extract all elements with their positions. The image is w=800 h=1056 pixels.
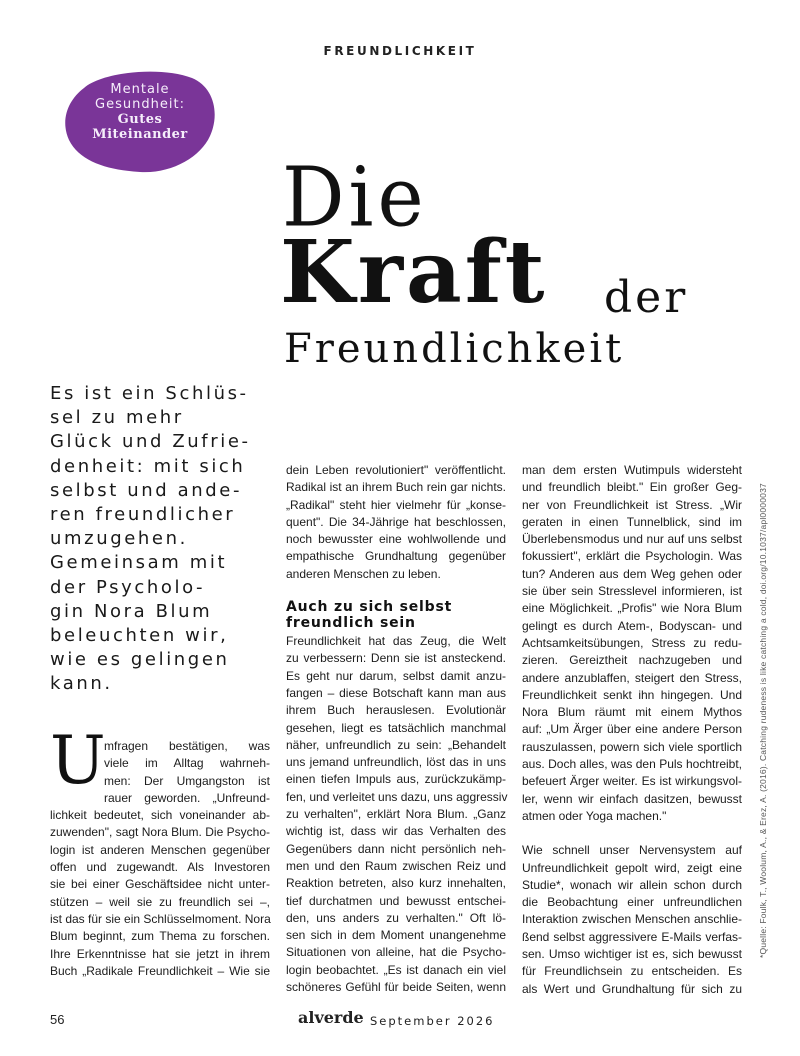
body-line: uns jemand unfreundlich, löst das in uns <box>286 755 506 770</box>
title-der: der <box>604 272 689 323</box>
body-line: login beobachtet. „Es ist danach ein viel <box>286 962 506 977</box>
body-line: ner von Freundlichkeit ist Stress. „Wir <box>522 497 742 512</box>
body-line: schöneres Gefühl für beide Seiten, wenn <box>286 980 506 995</box>
body-line: fen, und verleitet uns dazu, uns aggressiv <box>286 789 508 804</box>
body-line: auf: „Um Ärger über eine andere Person <box>522 722 742 737</box>
body-line: sen. Umso wichtiger ist es, sich bewusst <box>522 947 742 962</box>
body-line: ihrem Buch herauslesen. Evolutionär <box>286 703 506 718</box>
title-die: Die <box>282 150 428 246</box>
intro-line: ren freundlicher <box>50 504 236 526</box>
body-line: Studie*, wonach wir allein schon durch <box>522 877 742 892</box>
body-line: noch bewusster eine wohlwollende und <box>286 532 506 547</box>
body-line: men: Der Umgangston ist <box>104 773 270 788</box>
badge-line-1: Mentale <box>110 82 170 97</box>
subheading <box>286 599 506 631</box>
body-line: Ihre Erkenntnisse hat sie jetzt in ihrem <box>50 946 270 961</box>
body-line: fokussiert", erklärt die Psychologin. Was <box>522 549 742 564</box>
body-line: stützen – weil sie zu freundlich sei –, <box>50 894 270 909</box>
body-line: sie bei einer Geschäftsidee nicht unter- <box>50 877 270 892</box>
badge-line-3: Gutes <box>117 112 163 127</box>
intro-line: Es ist ein Schlüs- <box>50 383 249 404</box>
intro-line: gin Nora Blum <box>50 600 213 622</box>
body-line: andere anzublaffen, steigert den Stress, <box>522 670 742 685</box>
body-line: Situationen von alleine, hat die Psycho- <box>286 945 506 960</box>
body-column-3 <box>522 462 742 998</box>
body-line: sen sich in dem Moment unangenehme <box>286 928 506 943</box>
intro-line: kann. <box>50 673 113 695</box>
intro-line: selbst und ande- <box>50 479 243 501</box>
body-line: ler, wenn wir einfach dasitzen, bewusst <box>522 791 742 806</box>
body-line: ist das für sie ein Schlüsselmoment. Nora <box>50 911 271 926</box>
body-line: empathische Grundhaltung gegenüber <box>286 549 506 564</box>
body-line: und freundlich bleibt." Ein großer Geg- <box>522 480 742 495</box>
subheading-line-2: freundlich sein <box>286 615 416 632</box>
body-line: rauszulassen, powern sich viele sportlich <box>522 739 742 754</box>
body-line: Es geht nur darum, selbst damit anzu- <box>286 668 506 683</box>
intro-lead <box>50 382 250 697</box>
body-line: zuwenden", sagt Nora Blum. Die Psycho- <box>50 825 270 840</box>
badge-line-2: Gesundheit: <box>95 97 185 112</box>
body-line: login ist anderen Menschen gegenüber <box>50 842 270 857</box>
body-line: sie über sein Stresslevel informieren, ist <box>522 584 742 599</box>
body-line: ßend selbst aggressivere E-Mails verfas- <box>522 929 742 944</box>
title-freundlichkeit: Freundlichkeit <box>284 326 625 372</box>
body-line: den, uns anders zu verhalten." Oft lö- <box>286 910 506 925</box>
body-line: man dem ersten Wutimpuls widersteht <box>522 463 742 477</box>
body-line: gelingt es durch Atem-, Bodyscan- und <box>522 618 742 633</box>
magazine-logo: alverde <box>298 1008 364 1027</box>
intro-line: Gemeinsam mit <box>50 552 228 574</box>
body-line: zieren. Gereiztheit nachzugeben und <box>522 653 742 668</box>
body-line: als Wert und Grundhaltung für sich zu <box>522 981 742 996</box>
body-line: rauer geworden. „Unfreund- <box>104 790 270 805</box>
subheading-line-1: Auch zu sich selbst <box>286 599 453 616</box>
body-line: wichtig ist, dass wir das Verhalten des <box>286 824 506 839</box>
body-line: Interaktion zwischen Menschen anschlie- <box>522 912 742 927</box>
body-line: Buch „Radikale Freundlichkeit – Wie sie <box>50 963 270 978</box>
topic-badge <box>64 70 216 174</box>
body-line: aus. Doch alles, was den Puls hochtreibt, <box>522 757 742 772</box>
page-number: 56 <box>50 1012 65 1027</box>
body-line: atmen oder Yoga machen." <box>522 808 667 823</box>
body-line: für Freundlichsein zu entscheiden. Es <box>522 964 742 979</box>
body-line: viele im Alltag wahrneh- <box>104 756 270 771</box>
body-line: dein Leben revolutioniert" veröffentlicht. <box>286 463 506 477</box>
body-line: zu verhalten", erklärt Nora Blum. „Ganz <box>286 807 506 822</box>
intro-line: Glück und Zufrie- <box>50 431 251 453</box>
body-line: mfragen bestätigen, was <box>104 739 270 753</box>
body-line: quent". Die 34-Jährige hat beschlossen, <box>286 514 506 529</box>
body-column-2 <box>286 462 506 996</box>
intro-line: wie es gelingen <box>50 649 230 671</box>
body-line: näher, unfreundlich zu sein: „Behandelt <box>286 737 506 752</box>
body-line: geraten in einen Tunnelblick, sind im <box>522 514 742 529</box>
body-line: eine Möglichkeit. „Profis" wie Nora Blum <box>522 601 742 616</box>
body-line: befeuert Ärger weiter. Es ist wirkungsvol- <box>522 774 742 789</box>
body-line: lichkeit bedeutet, sich voneinander ab- <box>50 808 270 823</box>
intro-line: denheit: mit sich <box>50 455 246 477</box>
intro-line: umzugehen. <box>50 528 188 550</box>
body-line: fangen – diese Botschaft kann man aus <box>286 685 506 700</box>
title-kraft: Kraft <box>280 222 548 323</box>
body-line: Reaktion betreten, also kurz innehalten, <box>286 876 506 891</box>
source-footnote: *Quelle: Foulk, T., Woolum, A., & Erez, A. (2016). Catching rudeness is like catching a cold, doi.org/10.1037/apl0000037 <box>758 483 768 958</box>
body-line: tun? Anderen aus dem Weg gehen oder <box>522 566 742 581</box>
body-line: Unfreundlichkeit gepolt wird, zeigt eine <box>522 860 742 875</box>
body-line: Wie schnell unser Nervensystem auf <box>522 843 742 858</box>
intro-line: sel zu mehr <box>50 407 184 429</box>
body-column-1 <box>50 738 270 980</box>
body-line: Gegenübers dann nicht persönlich neh- <box>286 841 506 856</box>
body-line: anderen Menschen zu leben. <box>286 566 441 581</box>
body-line: „Radikal" steht hier vielmehr für „konse- <box>286 497 506 512</box>
body-line: Freundlichkeit senkt ihn hingegen. Und <box>522 687 742 702</box>
intro-line: beleuchten wir, <box>50 625 229 647</box>
body-line: Überlebensmodus und nur auf uns selbst <box>522 532 742 547</box>
body-line: die Beobachtung einer unfreundlichen <box>522 895 742 910</box>
body-line: Achtsamkeitsübungen, Stress zu redu- <box>522 635 742 650</box>
body-line: zu verbessern: Denn sie ist ansteckend. <box>286 651 506 666</box>
body-line: tief durchatmen und bewusst entschei- <box>286 893 506 908</box>
issue-date: September 2026 <box>370 1014 495 1028</box>
body-line: offen und zugewandt. Als Investoren <box>50 860 270 875</box>
body-line: Nora Blum räumt mit einem Mythos <box>522 705 742 720</box>
body-line: gesehen, liegt es tatsächlich manchmal <box>286 720 506 735</box>
section-label: FREUNDLICHKEIT <box>323 44 477 58</box>
body-line: Freundlichkeit hat das Zeug, die Welt <box>286 634 506 649</box>
body-line: einen tiefen Impuls aus, zurückzukämp- <box>286 772 506 787</box>
body-line: Radikal ist an ihrem Buch rein gar nichts. <box>286 480 506 495</box>
drop-cap: U <box>50 722 106 799</box>
badge-line-4: Miteinander <box>92 127 188 142</box>
body-line: Blum beginnt, zum Thema zu forschen. <box>50 929 270 944</box>
body-line: men und den Raum zwischen Reiz und <box>286 858 506 873</box>
intro-line: der Psycholo- <box>50 576 206 598</box>
